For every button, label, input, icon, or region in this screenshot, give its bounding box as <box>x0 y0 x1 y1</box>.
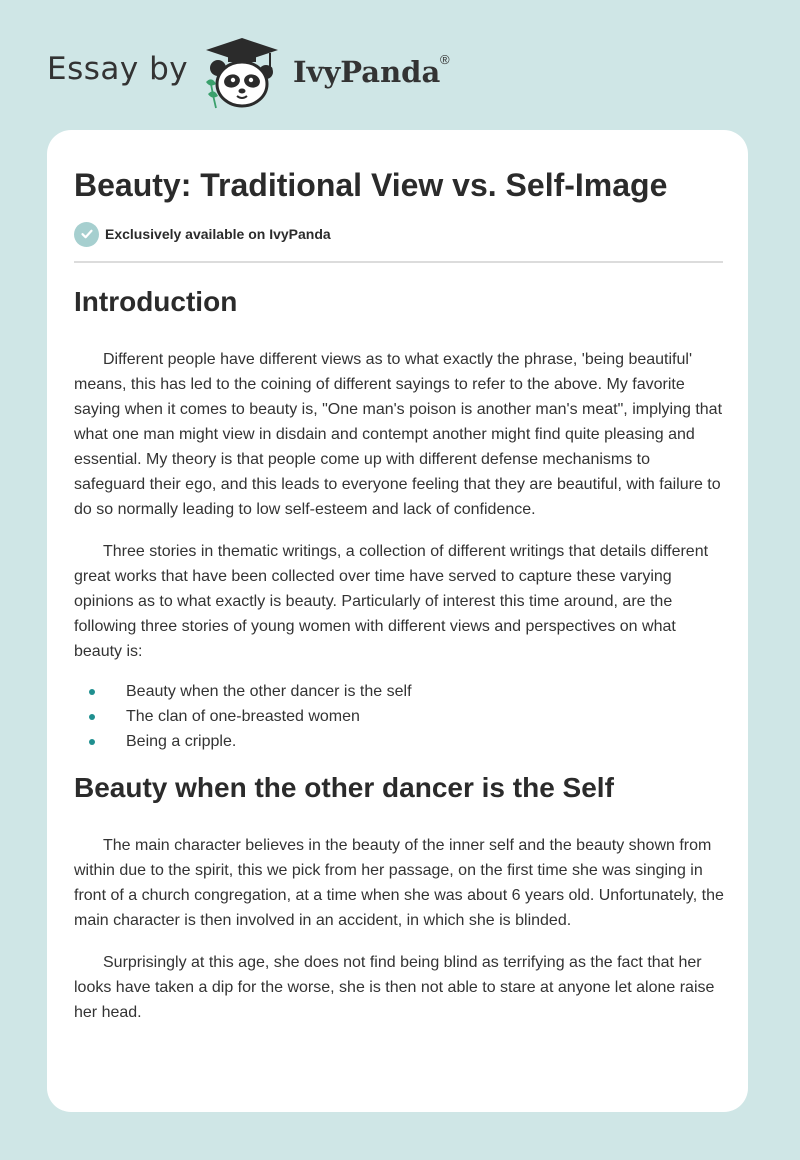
panda-graduate-icon <box>202 36 282 110</box>
list-item-text: Beauty when the other dancer is the self <box>126 683 412 700</box>
exclusive-badge <box>74 221 331 247</box>
exclusive-label: Exclusively available on IvyPanda <box>105 226 331 242</box>
paragraph: Surprisingly at this age, she does not find being blind as terrifying as the fact that her looks have taken a dip for the worse, she is then not able to stare at anyone let alone raise her head. <box>74 954 715 1021</box>
story-list <box>74 679 724 754</box>
title-divider <box>74 261 723 263</box>
paragraph: The main character believes in the beauty of the inner self and the beauty shown from within due to the spirit, this we pick from her passage, on the first time she was singing in front of a church congregation, at a time when she was about 6 years old. Unfortunately, the main character is then involved in an accident, in which she is blinded. <box>74 837 724 929</box>
paragraph: Three stories in thematic writings, a collection of different writings that details different great works that have been collected over time have served to capture these varying opinions as to what exactly is beauty. Particularly of interest this time around, are the following three stories of young women with different views and perspectives on what beauty is: <box>74 543 709 660</box>
page-title: Beauty: Traditional View vs. Self-Image <box>74 167 668 203</box>
bullet-dot-icon <box>89 714 95 720</box>
check-circle-icon <box>74 222 99 247</box>
bullet-dot-icon <box>89 689 95 695</box>
essay-card <box>47 130 748 1112</box>
list-item-text: The clan of one-breasted women <box>126 708 360 725</box>
section-heading-other-dancer: Beauty when the other dancer is the Self <box>74 772 614 803</box>
list-item <box>74 729 724 754</box>
list-item <box>74 679 724 704</box>
brand-name: IvyPanda <box>293 55 441 89</box>
list-item-text: Being a cripple. <box>126 733 237 750</box>
bullet-dot-icon <box>89 739 95 745</box>
essay-by-label: Essay by <box>47 51 189 87</box>
registered-mark: ® <box>440 52 450 67</box>
essay-body <box>74 282 724 1025</box>
site-header <box>47 36 507 110</box>
paragraph: Different people have different views as to what exactly the phrase, 'being beautiful' means, this has led to the coining of different sayings to refer to the above. My favorite saying when it comes to beauty is, "One man's poison is another man's meat", implying that what one man might view in disdain and contempt another might find quite pleasing and essential. My theory is that people come up with different defense mechanisms to safeguard their ego, and this leads to everyone feeling that they are beautiful, with failure to do so normally leading to low self-esteem and lack of confidence. <box>74 351 723 518</box>
section-heading-introduction: Introduction <box>74 286 238 317</box>
list-item <box>74 704 724 729</box>
